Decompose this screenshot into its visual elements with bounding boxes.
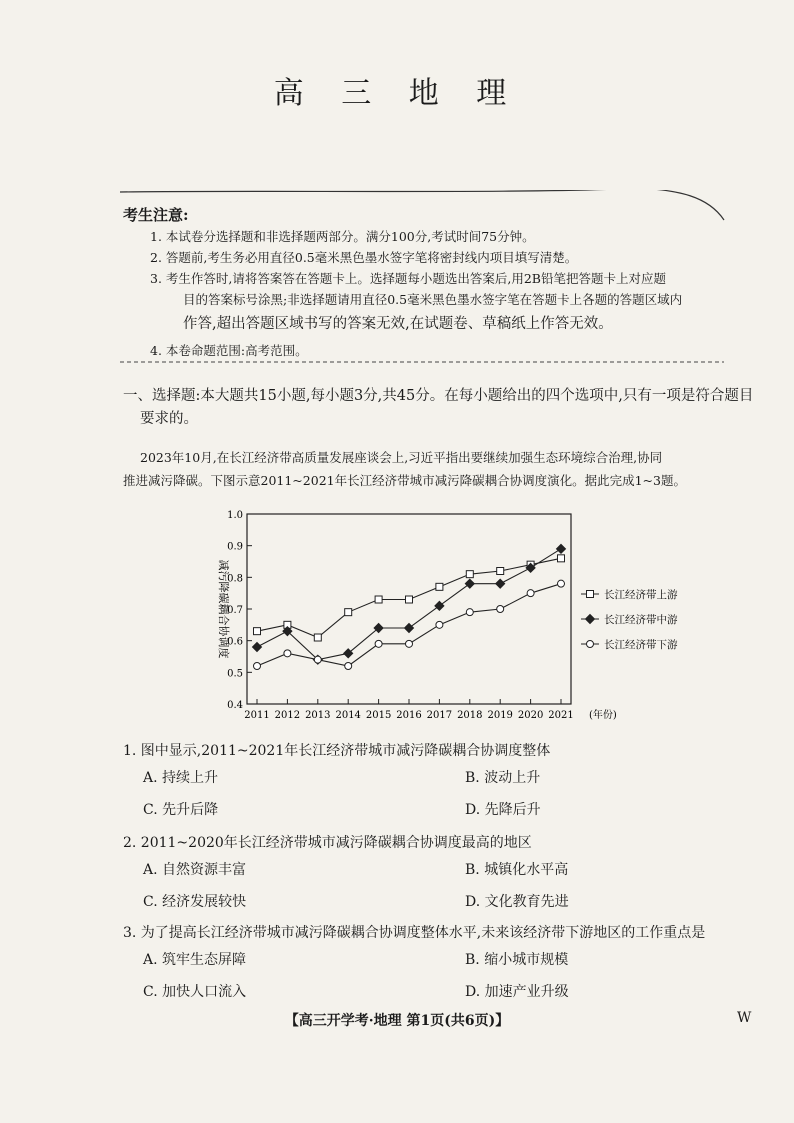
coupling-chart [200, 506, 700, 731]
question-stem-2: 2. 2011~2020年长江经济带城市减污降碳耦合协调度最高的地区 [123, 835, 532, 851]
x-axis-label: (年份) [589, 710, 617, 721]
data-point-circle [284, 650, 291, 657]
data-point-diamond [496, 579, 505, 588]
y-tick-label: 0.5 [227, 668, 243, 680]
plot-frame [247, 514, 571, 704]
question-3-option-d: D. 加速产业升级 [465, 984, 569, 1000]
section-heading-cont: 要求的。 [140, 411, 198, 427]
page-title: 高 三 地 理 [273, 76, 521, 111]
question-3-option-b: B. 缩小城市规模 [465, 952, 569, 968]
y-tick-label: 0.8 [227, 573, 243, 585]
section-heading: 一、选择题:本大题共15小题,每小题3分,共45分。在每小题给出的四个选项中,只有一项是符合题目 [123, 388, 754, 404]
x-tick-label: 2015 [365, 710, 392, 721]
data-point-square [466, 571, 473, 578]
data-point-square [345, 609, 352, 616]
y-tick-label: 0.7 [227, 605, 243, 616]
y-tick-label: 0.9 [227, 541, 243, 553]
question-1-option-d: D. 先降后升 [465, 802, 541, 818]
x-tick-label: 2016 [396, 710, 422, 721]
y-tick-label: 0.6 [227, 636, 243, 648]
passage-line-1: 2023年10月,在长江经济带高质量发展座谈会上,习近平指出要继续加强生态环境综合治理,协同 [140, 450, 663, 465]
x-tick-label: 2021 [548, 710, 574, 721]
notice-item-3: 3. 考生作答时,请将答案答在答题卡上。选择题每小题选出答案后,用2B铅笔把答题卡上对应题 [150, 271, 666, 286]
legend-label: 长江经济带中游 [604, 614, 678, 626]
data-point-circle [466, 609, 473, 616]
legend-label: 长江经济带下游 [604, 639, 678, 651]
legend-marker-diamond [586, 615, 595, 624]
legend-marker-circle [587, 641, 594, 648]
data-point-circle [406, 640, 413, 647]
data-point-circle [436, 621, 443, 628]
x-tick-label: 2014 [335, 710, 361, 721]
corner-mark: W [737, 1010, 752, 1026]
question-stem-1: 1. 图中显示,2011~2021年长江经济带城市减污降碳耦合协调度整体 [123, 743, 551, 759]
y-axis-label: 减污降碳耦合协调度 [217, 559, 230, 659]
question-2-option-b: B. 城镇化水平高 [465, 862, 569, 878]
data-point-square [254, 628, 261, 635]
x-tick-label: 2019 [487, 710, 513, 721]
data-point-square [497, 568, 504, 575]
legend-marker-square [587, 591, 594, 598]
data-point-circle [558, 580, 565, 587]
data-point-square [436, 583, 443, 590]
question-1-option-c: C. 先升后降 [143, 802, 219, 818]
x-tick-label: 2017 [426, 710, 453, 721]
data-point-circle [314, 656, 321, 663]
y-tick-label: 0.4 [227, 700, 243, 711]
legend-label: 长江经济带上游 [604, 589, 678, 601]
data-point-square [375, 596, 382, 603]
question-2-option-c: C. 经济发展较快 [143, 894, 247, 910]
data-point-square [406, 596, 413, 603]
question-2-option-d: D. 文化教育先进 [465, 894, 569, 910]
y-tick-label: 1.0 [227, 510, 243, 521]
question-1-option-b: B. 波动上升 [465, 770, 541, 786]
data-point-diamond [435, 601, 444, 610]
data-point-circle [375, 640, 382, 647]
x-tick-label: 2012 [274, 710, 301, 721]
question-3-option-a: A. 筑牢生态屏障 [143, 952, 247, 968]
x-tick-label: 2013 [305, 710, 331, 721]
page-footer: 【高三开学考·地理 第1页(共6页)】 [284, 1013, 510, 1029]
question-stem-3: 3. 为了提高长江经济带城市减污降碳耦合协调度整体水平,未来该经济带下游地区的工作重点是 [123, 925, 706, 941]
notice-heading: 考生注意: [123, 206, 189, 224]
x-tick-label: 2020 [517, 710, 544, 721]
data-point-diamond [405, 624, 414, 633]
notice-item-1: 1. 本试卷分选择题和非选择题两部分。满分100分,考试时间75分钟。 [150, 229, 535, 244]
notice-item-4: 4. 本卷命题范围:高考范围。 [150, 343, 308, 358]
data-point-square [558, 555, 565, 562]
data-point-circle [527, 590, 534, 597]
data-point-circle [497, 606, 504, 613]
data-point-circle [345, 663, 352, 670]
question-1-option-a: A. 持续上升 [143, 770, 219, 786]
data-point-square [314, 634, 321, 641]
notice-item-2: 2. 答题前,考生务必用直径0.5毫米黑色墨水签字笔将密封线内项目填写清楚。 [150, 250, 578, 265]
notice-item-3-cont: 目的答案标号涂黑;非选择题请用直径0.5毫米黑色墨水签字笔在答题卡上各题的答题区域内 [183, 292, 683, 307]
question-3-option-c: C. 加快人口流入 [143, 984, 247, 1000]
data-point-diamond [557, 544, 566, 553]
passage-line-2: 推进减污降碳。下图示意2011~2021年长江经济带城市减污降碳耦合协调度演化。据此完成1~3题。 [123, 473, 686, 488]
x-tick-label: 2018 [457, 710, 483, 721]
data-point-diamond [465, 579, 474, 588]
data-point-diamond [253, 643, 262, 652]
notice-item-3-cont2: 作答,超出答题区域书写的答案无效,在试题卷、草稿纸上作答无效。 [183, 316, 613, 332]
x-tick-label: 2011 [244, 710, 270, 721]
data-point-circle [254, 663, 261, 670]
question-2-option-a: A. 自然资源丰富 [143, 862, 247, 878]
